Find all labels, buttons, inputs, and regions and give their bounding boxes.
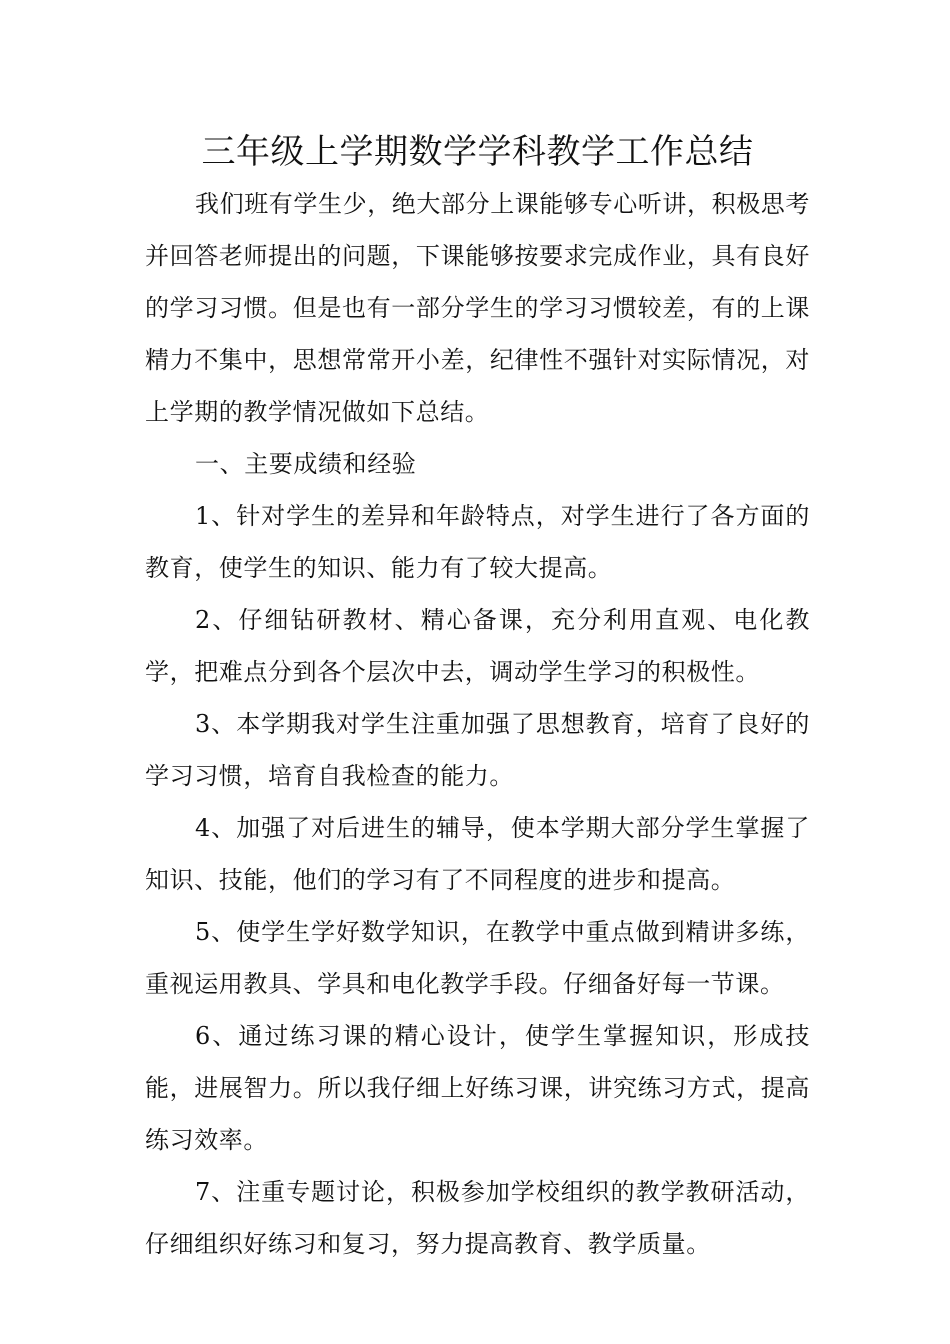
- document-title: 三年级上学期数学学科教学工作总结: [201, 132, 754, 172]
- paragraph-item-7: 7、注重专题讨论，积极参加学校组织的教学教研活动，仔细组织好练习和复习，努力提高教育、教学质量。: [145, 1178, 810, 1258]
- section-heading: 一、主要成绩和经验: [195, 450, 417, 478]
- document-page: [145, 128, 810, 1270]
- paragraph-item-6: 6、通过练习课的精心设计，使学生掌握知识，形成技能，进展智力。所以我仔细上好练习课，讲究练习方式，提高练习效率。: [145, 1022, 810, 1154]
- paragraph-item-1: 1、针对学生的差异和年龄特点，对学生进行了各方面的教育，使学生的知识、能力有了较大提高。: [145, 502, 810, 582]
- intro-paragraph: 我们班有学生少，绝大部分上课能够专心听讲，积极思考并回答老师提出的问题，下课能够按要求完成作业，具有良好的学习习惯。但是也有一部分学生的学习习惯较差，有的上课精力不集中，思想常常开小差，纪律性不强针对实际情况，对上学期的教学情况做如下总结。: [145, 190, 810, 426]
- document-body: [145, 178, 810, 1270]
- paragraph-item-5: 5、使学生学好数学知识，在教学中重点做到精讲多练，重视运用教具、学具和电化教学手段。仔细备好每一节课。: [145, 918, 810, 998]
- paragraph-item-3: 3、本学期我对学生注重加强了思想教育，培育了良好的学习习惯，培育自我检查的能力。: [145, 710, 810, 790]
- paragraph-item-4: 4、加强了对后进生的辅导，使本学期大部分学生掌握了知识、技能，他们的学习有了不同程度的进步和提高。: [145, 814, 810, 894]
- paragraph-item-2: 2、仔细钻研教材、精心备课，充分利用直观、电化教学，把难点分到各个层次中去，调动学生学习的积极性。: [145, 606, 810, 686]
